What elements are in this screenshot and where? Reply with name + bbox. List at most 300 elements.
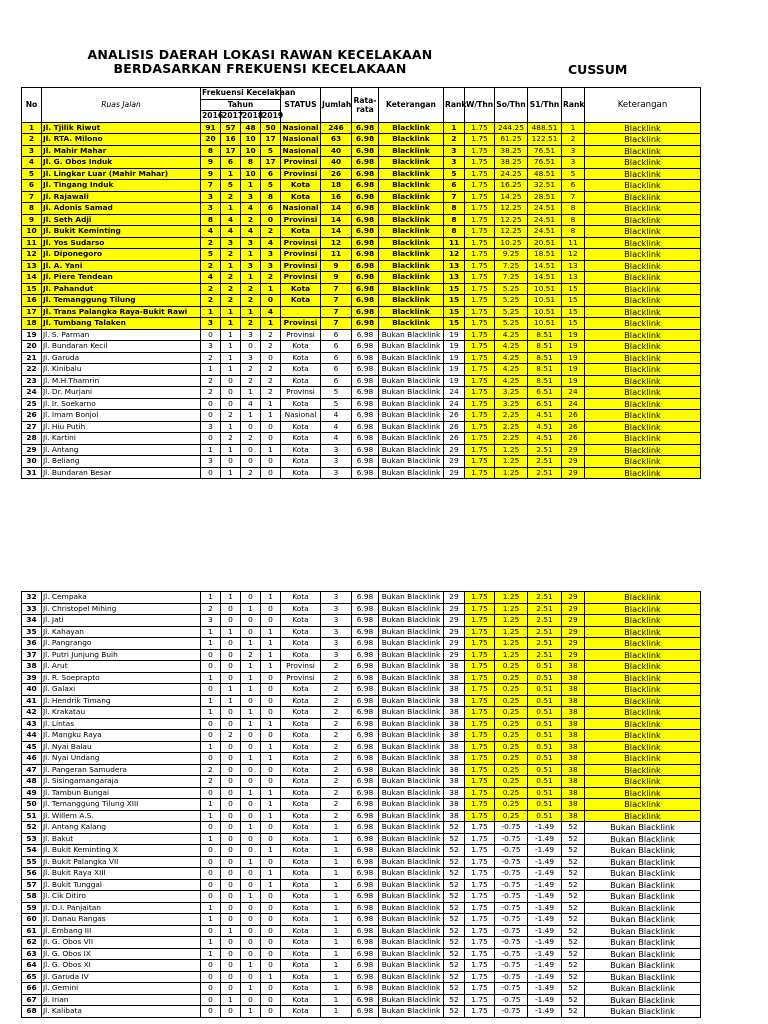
cell-w-thn: 1.75 [465,753,495,765]
cell-jumlah: 2 [321,718,352,730]
cell-no: 54 [22,845,42,857]
cell-rank: 1 [444,122,465,134]
cell-no: 59 [22,902,42,914]
cell-so-thn: 4.25 [495,375,528,387]
cell-tahun-2019: 2 [261,387,281,399]
cell-rank-cussum: 38 [562,718,585,730]
cell-rata-rata: 6.98 [352,971,379,983]
cell-tahun-2019: 0 [261,615,281,627]
cell-status: Nasional [281,410,321,422]
cell-tahun-2016: 4 [201,272,221,284]
cell-no: 43 [22,718,42,730]
table-row [22,994,701,1006]
cell-keterangan: Bukan Blacklink [379,684,444,696]
cell-tahun-2016: 1 [201,364,221,376]
cell-status: Provinsi [281,661,321,673]
cell-s1-thn: -1.49 [528,914,562,926]
cell-tahun-2019: 0 [261,1006,281,1018]
cell-rata-rata: 6.98 [352,122,379,134]
cell-rank: 38 [444,707,465,719]
cell-tahun-2017: 1 [221,260,241,272]
cell-status: Kota [281,879,321,891]
cell-rata-rata: 6.98 [352,168,379,180]
cell-keterangan-cussum: Blacklink [585,433,701,445]
cell-rank: 6 [444,180,465,192]
cell-tahun-2016: 2 [201,375,221,387]
cell-keterangan-cussum: Blacklink [585,295,701,307]
table-row [22,810,701,822]
cell-w-thn: 1.75 [465,318,495,330]
cell-jumlah: 2 [321,764,352,776]
cell-tahun-2017: 0 [221,753,241,765]
table-row [22,741,701,753]
cell-tahun-2017: 0 [221,960,241,972]
cell-tahun-2017: 0 [221,615,241,627]
cell-rata-rata: 6.98 [352,329,379,341]
cell-ruas-jalan: Jl. Kalibata [42,1006,201,1018]
cell-keterangan: Bukan Blacklink [379,960,444,972]
cell-s1-thn: 2.51 [528,615,562,627]
cell-rank: 29 [444,592,465,604]
cell-s1-thn: 48.51 [528,168,562,180]
cell-keterangan: Bukan Blacklink [379,444,444,456]
cell-status: Kota [281,764,321,776]
cell-ruas-jalan: Jl. Dr. Murjani [42,387,201,399]
cell-rank-cussum: 52 [562,1006,585,1018]
cell-s1-thn: 20.51 [528,237,562,249]
cell-ruas-jalan: Jl. Nyai Undang [42,753,201,765]
cell-tahun-2019: 1 [261,879,281,891]
cell-jumlah: 11 [321,249,352,261]
cell-status: Kota [281,787,321,799]
cell-keterangan-cussum: Blacklink [585,283,701,295]
cell-status: Provinsi [281,672,321,684]
cell-w-thn: 1.75 [465,145,495,157]
cell-rata-rata: 6.98 [352,352,379,364]
cell-w-thn: 1.75 [465,375,495,387]
cell-so-thn: -0.75 [495,879,528,891]
cell-keterangan: Bukan Blacklink [379,626,444,638]
cell-s1-thn: 8.51 [528,341,562,353]
cell-rank: 19 [444,329,465,341]
cell-rank-cussum: 29 [562,456,585,468]
cell-keterangan: Bukan Blacklink [379,672,444,684]
cell-no: 26 [22,410,42,422]
table-row [22,638,701,650]
cell-rank-cussum: 1 [562,122,585,134]
cell-tahun-2017: 0 [221,948,241,960]
cell-ruas-jalan: Jl. Arut [42,661,201,673]
cell-s1-thn: 18.51 [528,249,562,261]
cell-w-thn: 1.75 [465,845,495,857]
cell-rank: 5 [444,168,465,180]
cell-rank-cussum: 52 [562,822,585,834]
cell-tahun-2017: 57 [221,122,241,134]
cell-so-thn: -0.75 [495,902,528,914]
cell-rata-rata: 6.98 [352,730,379,742]
cell-tahun-2017: 1 [221,306,241,318]
cell-so-thn: 1.25 [495,626,528,638]
cell-no: 30 [22,456,42,468]
cell-rank: 29 [444,444,465,456]
cell-no: 60 [22,914,42,926]
cell-rata-rata: 6.98 [352,341,379,353]
cell-rank: 38 [444,810,465,822]
cell-keterangan: Bukan Blacklink [379,994,444,1006]
cell-status: Kota [281,467,321,479]
cell-ruas-jalan: Jl. Hiu Putih [42,421,201,433]
cell-keterangan: Bukan Blacklink [379,341,444,353]
cell-status: Kota [281,684,321,696]
cell-w-thn: 1.75 [465,983,495,995]
cell-ruas-jalan: Jl. Garuda [42,352,201,364]
cell-rank-cussum: 13 [562,272,585,284]
cell-keterangan: Bukan Blacklink [379,410,444,422]
cell-keterangan-cussum: Blacklink [585,649,701,661]
table-row [22,718,701,730]
table-row [22,879,701,891]
cell-tahun-2017: 2 [221,249,241,261]
cell-w-thn: 1.75 [465,822,495,834]
cell-w-thn: 1.75 [465,467,495,479]
cell-tahun-2019: 0 [261,603,281,615]
cell-tahun-2019: 1 [261,753,281,765]
cell-tahun-2016: 1 [201,833,221,845]
cell-no: 33 [22,603,42,615]
cell-no: 65 [22,971,42,983]
accident-table-part2 [21,591,701,1018]
cell-tahun-2017: 1 [221,364,241,376]
cell-tahun-2019: 17 [261,134,281,146]
cell-tahun-2018: 0 [241,902,261,914]
cell-rank: 52 [444,960,465,972]
cell-rank-cussum: 29 [562,592,585,604]
cell-rank: 3 [444,145,465,157]
cell-tahun-2016: 1 [201,741,221,753]
cell-keterangan: Bukan Blacklink [379,467,444,479]
cell-s1-thn: -1.49 [528,960,562,972]
cell-keterangan: Bukan Blacklink [379,833,444,845]
cell-tahun-2018: 0 [241,810,261,822]
cell-no: 58 [22,891,42,903]
cell-rata-rata: 6.98 [352,157,379,169]
cell-s1-thn: 2.51 [528,467,562,479]
table-row [22,925,701,937]
cell-tahun-2017: 16 [221,134,241,146]
cell-s1-thn: -1.49 [528,937,562,949]
cell-rank-cussum: 52 [562,914,585,926]
cell-tahun-2016: 1 [201,592,221,604]
cell-ruas-jalan: Jl. Willem A.S. [42,810,201,822]
cell-so-thn: -0.75 [495,914,528,926]
cell-keterangan-cussum: Blacklink [585,249,701,261]
cell-w-thn: 1.75 [465,237,495,249]
cell-keterangan-cussum: Blacklink [585,387,701,399]
col-header-so: So/Thn [495,88,528,123]
cell-tahun-2017: 0 [221,810,241,822]
cell-s1-thn: 2.51 [528,649,562,661]
cell-rank: 52 [444,914,465,926]
cell-s1-thn: 8.51 [528,375,562,387]
cell-keterangan: Blacklink [379,295,444,307]
cell-s1-thn: 2.51 [528,638,562,650]
cell-keterangan: Bukan Blacklink [379,971,444,983]
cell-rata-rata: 6.98 [352,707,379,719]
cell-ruas-jalan: Jl. Hendrik Timang [42,695,201,707]
cell-status: Kota [281,375,321,387]
cell-so-thn: 16.25 [495,180,528,192]
cell-keterangan: Bukan Blacklink [379,638,444,650]
cell-rank: 29 [444,603,465,615]
cell-ruas-jalan: Jl. G. Obos Induk [42,157,201,169]
cell-rank-cussum: 38 [562,787,585,799]
cell-no: 17 [22,306,42,318]
cell-so-thn: 0.25 [495,707,528,719]
cell-tahun-2019: 1 [261,626,281,638]
cell-keterangan-cussum: Bukan Blacklink [585,925,701,937]
cell-rank: 24 [444,398,465,410]
cell-tahun-2016: 3 [201,421,221,433]
cell-w-thn: 1.75 [465,626,495,638]
col-header-w: W/Thn [465,88,495,123]
cell-rata-rata: 6.98 [352,649,379,661]
cell-keterangan-cussum: Blacklink [585,214,701,226]
cell-rank-cussum: 52 [562,868,585,880]
cell-tahun-2019: 0 [261,914,281,926]
cell-no: 31 [22,467,42,479]
cell-rata-rata: 6.98 [352,994,379,1006]
cell-tahun-2018: 0 [241,833,261,845]
cell-s1-thn: 0.51 [528,753,562,765]
cell-s1-thn: 0.51 [528,787,562,799]
cell-rank: 52 [444,868,465,880]
cell-rank-cussum: 8 [562,214,585,226]
cell-tahun-2017: 1 [221,994,241,1006]
col-header-year: 2017 [222,111,244,120]
cell-s1-thn: 14.51 [528,272,562,284]
cell-rank: 38 [444,718,465,730]
cell-keterangan-cussum: Bukan Blacklink [585,868,701,880]
cell-tahun-2018: 2 [241,467,261,479]
cell-jumlah: 1 [321,879,352,891]
cell-tahun-2017: 0 [221,845,241,857]
cell-w-thn: 1.75 [465,879,495,891]
cell-tahun-2016: 0 [201,856,221,868]
cell-s1-thn: 0.51 [528,764,562,776]
cell-jumlah: 4 [321,410,352,422]
cell-tahun-2019: 1 [261,845,281,857]
cell-ruas-jalan: Jl. Bukit Tunggal [42,879,201,891]
cell-keterangan: Blacklink [379,145,444,157]
cell-tahun-2016: 3 [201,456,221,468]
cell-ruas-jalan: Jl. Pahandut [42,283,201,295]
cell-tahun-2018: 1 [241,180,261,192]
cell-keterangan: Blacklink [379,134,444,146]
cell-tahun-2019: 4 [261,237,281,249]
cell-tahun-2017: 2 [221,191,241,203]
cell-tahun-2018: 1 [241,822,261,834]
cell-tahun-2018: 0 [241,764,261,776]
cell-rata-rata: 6.98 [352,914,379,926]
table-row [22,948,701,960]
cell-tahun-2018: 1 [241,387,261,399]
cell-rank: 26 [444,421,465,433]
cell-tahun-2017: 1 [221,318,241,330]
cell-tahun-2017: 1 [221,592,241,604]
cell-tahun-2019: 0 [261,214,281,226]
cell-tahun-2018: 0 [241,626,261,638]
cell-rank-cussum: 29 [562,626,585,638]
cell-keterangan-cussum: Blacklink [585,718,701,730]
cell-ruas-jalan: Jl. Lintas [42,718,201,730]
cell-s1-thn: 2.51 [528,603,562,615]
cell-keterangan: Bukan Blacklink [379,398,444,410]
cell-rank-cussum: 52 [562,925,585,937]
cell-s1-thn: -1.49 [528,1006,562,1018]
table-row [22,283,701,295]
cell-rank: 15 [444,306,465,318]
cell-tahun-2016: 0 [201,649,221,661]
cell-no: 9 [22,214,42,226]
cell-jumlah: 2 [321,776,352,788]
cell-keterangan-cussum: Blacklink [585,157,701,169]
cell-jumlah: 1 [321,925,352,937]
cell-ruas-jalan: Jl. Danau Rangas [42,914,201,926]
cell-keterangan: Bukan Blacklink [379,914,444,926]
cell-rank-cussum: 5 [562,168,585,180]
cell-tahun-2018: 8 [241,157,261,169]
cell-keterangan-cussum: Blacklink [585,672,701,684]
cell-rata-rata: 6.98 [352,237,379,249]
cell-so-thn: 0.25 [495,718,528,730]
cell-keterangan-cussum: Blacklink [585,272,701,284]
cell-tahun-2018: 0 [241,421,261,433]
cell-w-thn: 1.75 [465,833,495,845]
cell-jumlah: 5 [321,398,352,410]
cell-ruas-jalan: Jl. RTA. Milono [42,134,201,146]
cell-jumlah: 246 [321,122,352,134]
cell-tahun-2019: 0 [261,456,281,468]
cell-ruas-jalan: Jl. D.I. Panjaitan [42,902,201,914]
table-row [22,168,701,180]
cell-rank-cussum: 29 [562,467,585,479]
cell-tahun-2018: 3 [241,191,261,203]
cell-rank-cussum: 38 [562,741,585,753]
cell-tahun-2019: 0 [261,833,281,845]
cell-status: Nasional [281,203,321,215]
cell-no: 40 [22,684,42,696]
cell-ruas-jalan: Jl. Bukit Palangka VII [42,856,201,868]
cell-rata-rata: 6.98 [352,410,379,422]
cell-tahun-2019: 1 [261,741,281,753]
col-header-rank: Rank [444,88,465,123]
cell-rank-cussum: 38 [562,707,585,719]
report-title-line2: BERDASARKAN FREKUENSI KECELAKAAN [113,61,407,76]
cell-w-thn: 1.75 [465,695,495,707]
cell-jumlah: 26 [321,168,352,180]
cell-rata-rata: 6.98 [352,433,379,445]
table-row [22,891,701,903]
cell-no: 27 [22,421,42,433]
cell-tahun-2017: 1 [221,695,241,707]
cell-tahun-2017: 0 [221,983,241,995]
table-row [22,329,701,341]
cell-tahun-2018: 48 [241,122,261,134]
table-row [22,730,701,742]
cell-s1-thn: 0.51 [528,695,562,707]
cell-tahun-2017: 0 [221,856,241,868]
cell-w-thn: 1.75 [465,398,495,410]
cell-keterangan: Bukan Blacklink [379,948,444,960]
cell-tahun-2017: 0 [221,764,241,776]
table-row [22,375,701,387]
cell-tahun-2017: 2 [221,433,241,445]
cell-keterangan-cussum: Blacklink [585,799,701,811]
cell-rank-cussum: 29 [562,444,585,456]
cell-no: 24 [22,387,42,399]
cell-status: Kota [281,295,321,307]
cell-status: Kota [281,856,321,868]
cell-rank: 52 [444,937,465,949]
cell-tahun-2016: 5 [201,249,221,261]
cell-status: Kota [281,180,321,192]
cell-rank: 52 [444,925,465,937]
cell-status: Provinsi [281,214,321,226]
cell-rank-cussum: 7 [562,191,585,203]
cell-jumlah: 1 [321,902,352,914]
cell-keterangan-cussum: Bukan Blacklink [585,833,701,845]
cell-jumlah: 16 [321,191,352,203]
cell-tahun-2019: 0 [261,684,281,696]
cell-tahun-2019: 1 [261,810,281,822]
cell-rata-rata: 6.98 [352,1006,379,1018]
cell-status: Kota [281,753,321,765]
col-header-no: No [22,88,42,123]
cell-rank: 15 [444,295,465,307]
cell-so-thn: 5.25 [495,295,528,307]
table-row [22,764,701,776]
cell-ruas-jalan: Jl. Seth Adji [42,214,201,226]
cell-rank-cussum: 29 [562,615,585,627]
cell-keterangan-cussum: Blacklink [585,603,701,615]
cell-so-thn: -0.75 [495,948,528,960]
cell-keterangan-cussum: Bukan Blacklink [585,856,701,868]
cell-so-thn: -0.75 [495,983,528,995]
cell-tahun-2018: 2 [241,364,261,376]
cell-rank-cussum: 52 [562,983,585,995]
cell-w-thn: 1.75 [465,684,495,696]
cell-tahun-2017: 4 [221,226,241,238]
cell-tahun-2019: 2 [261,226,281,238]
cell-no: 20 [22,341,42,353]
cell-ruas-jalan: Jl. Lingkar Luar (Mahir Mahar) [42,168,201,180]
method-label: CUSSUM [568,62,628,77]
col-header-keterangan: Keterangan [379,88,444,123]
cell-tahun-2018: 1 [241,983,261,995]
cell-rata-rata: 6.98 [352,387,379,399]
cell-rank: 52 [444,856,465,868]
cell-jumlah: 3 [321,444,352,456]
cell-tahun-2018: 1 [241,891,261,903]
cell-so-thn: 0.25 [495,684,528,696]
cell-keterangan: Blacklink [379,214,444,226]
cell-rank: 52 [444,891,465,903]
cell-s1-thn: 8.51 [528,364,562,376]
cell-no: 50 [22,799,42,811]
cell-keterangan-cussum: Blacklink [585,352,701,364]
cell-tahun-2017: 6 [221,157,241,169]
cell-tahun-2018: 2 [241,318,261,330]
